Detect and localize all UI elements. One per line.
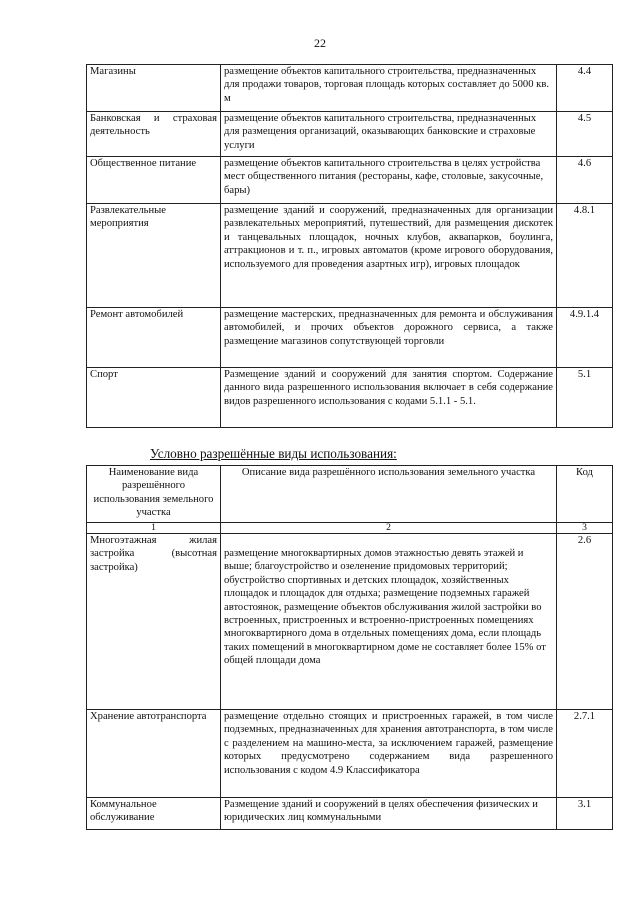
use-name: Развлекательные мероприятия <box>87 204 221 308</box>
use-description: размещение объектов капитального строительства, предназначенных для продажи товаров, торговая площадь которых составляет до 5000 кв. м <box>221 65 557 112</box>
use-name: Общественное питание <box>87 157 221 204</box>
column-number: 3 <box>557 523 613 534</box>
conditionally-permitted-uses-table <box>86 465 613 830</box>
use-code: 4.9.1.4 <box>557 308 613 368</box>
table-row <box>87 798 613 830</box>
table-row <box>87 204 613 308</box>
use-code: 4.5 <box>557 112 613 157</box>
permitted-uses-table-continued <box>86 64 613 428</box>
use-description: размещение отдельно стоящих и пристроенных гаражей, в том числе подземных, предназначенных для хранения автотранспорта, в том числе с разделением на машино-места, за исключением гаражей, размещение которых предусмотрено содержанием вида разрешенного использования с кодом 4.9 Классификатора <box>221 710 557 798</box>
use-description: размещение объектов капитального строительства, предназначенных для размещения организаций, оказывающих банковские и страховые услуги <box>221 112 557 157</box>
table-row <box>87 308 613 368</box>
table-header-row <box>87 466 613 523</box>
table-row <box>87 534 613 710</box>
use-code: 2.7.1 <box>557 710 613 798</box>
use-name: Коммунальное обслуживание <box>87 798 221 830</box>
use-description: размещение мастерских, предназначенных для ремонта и обслуживания автомобилей, и прочих объектов дорожного сервиса, а также размещение магазинов сопутствующей торговли <box>221 308 557 368</box>
table-row <box>87 65 613 112</box>
use-name: Магазины <box>87 65 221 112</box>
use-code: 4.6 <box>557 157 613 204</box>
use-description-text: размещение многоквартирных домов этажностью девять этажей и выше; благоустройство и озеленение придомовых территорий; обустройство спортивных и детских площадок, хозяйственных площадок и площадок для отдыха; размещение подземных гаражей автостоянок, размещение объектов обслуживания жилой застройки во встроенных, пристроенных и встроенно-пристроенных помещениях многоквартирного дома в отдельных помещениях дома, если площадь таких помещений в многоквартирном доме не составляет более 15% от общей площади дома <box>224 548 546 667</box>
use-code: 3.1 <box>557 798 613 830</box>
table-row <box>87 112 613 157</box>
section-title: Условно разрешённые виды использования: <box>150 446 397 461</box>
use-code: 5.1 <box>557 368 613 428</box>
table-row <box>87 368 613 428</box>
use-description: размещение объектов капитального строительства в целях устройства мест общественного питания (рестораны, кафе, столовые, закусочные, бары) <box>221 157 557 204</box>
use-description: Размещение зданий и сооружений в целях обеспечения физических и юридических лиц коммунальными <box>221 798 557 830</box>
use-name: Банковская и страховая деятельность <box>87 112 221 157</box>
column-number-row <box>87 523 613 534</box>
header-name: Наименование вида разрешённого использования земельного участка <box>87 466 221 523</box>
header-code: Код <box>557 466 613 523</box>
page-number: 22 <box>314 36 326 50</box>
use-code: 2.6 <box>557 534 613 710</box>
use-code: 4.8.1 <box>557 204 613 308</box>
column-number: 2 <box>221 523 557 534</box>
use-description: размещение зданий и сооружений, предназначенных для организации развлекательных мероприятий, путешествий, для размещения дискотек и танцевальных площадок, ночных клубов, аквапарков, боулинга, аттракционов и т. п., игровых автоматов (кроме игрового оборудования, используемого для проведения азартных игр), игровых площадок <box>221 204 557 308</box>
use-code: 4.4 <box>557 65 613 112</box>
use-name: Многоэтажная жилая застройка (высотная застройка) <box>87 534 221 710</box>
use-name: Спорт <box>87 368 221 428</box>
column-number: 1 <box>87 523 221 534</box>
cell-spacer <box>224 534 553 547</box>
use-description: Размещение зданий и сооружений для занятия спортом. Содержание данного вида разрешенного использования включает в себя содержание видов разрешенного использования с кодами 5.1.1 - 5.1. <box>221 368 557 428</box>
header-description: Описание вида разрешённого использования земельного участка <box>221 466 557 523</box>
use-description <box>221 534 557 710</box>
use-name: Хранение автотранспорта <box>87 710 221 798</box>
use-name: Ремонт автомобилей <box>87 308 221 368</box>
table-row <box>87 157 613 204</box>
table-row <box>87 710 613 798</box>
